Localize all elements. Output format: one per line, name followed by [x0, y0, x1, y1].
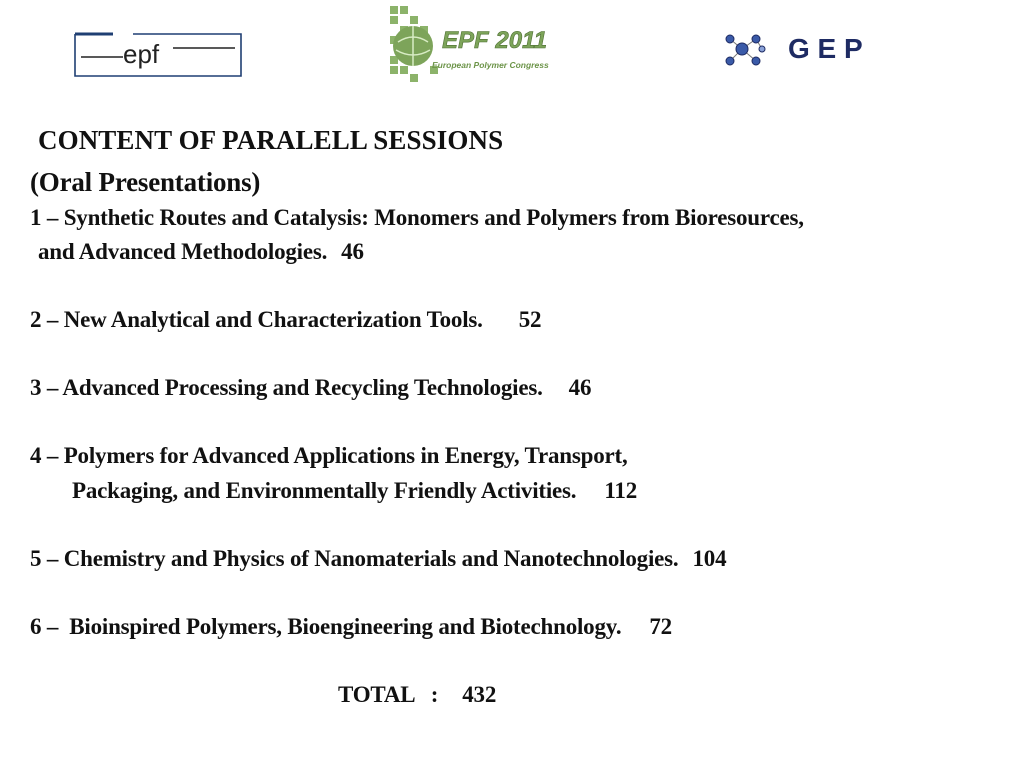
- session-1-count: 46: [341, 239, 364, 264]
- epf-logo-text: epf: [123, 39, 160, 69]
- total-value: 432: [462, 682, 497, 707]
- total-label: TOTAL :: [338, 682, 439, 707]
- session-3-count: 46: [568, 375, 592, 400]
- epf2011-title: EPF 2011: [442, 27, 547, 54]
- session-6-count: 72: [649, 614, 672, 639]
- total-row: [338, 681, 496, 709]
- session-1-line-1: 1 – Synthetic Routes and Catalysis: Monomers and Polymers from Bioresources,: [30, 205, 804, 230]
- epf-logo: [73, 32, 243, 78]
- session-2: 2 – New Analytical and Characterization Tools. 52: [30, 307, 542, 332]
- session-4-count: 112: [604, 478, 637, 503]
- epf2011-logo: [386, 4, 582, 84]
- page-title: CONTENT OF PARALELL SESSIONS: [38, 125, 504, 155]
- gep-molecule-icon: [726, 35, 765, 65]
- session-5-count: 104: [692, 546, 727, 571]
- session-4-line-2: Packaging, and Environmentally Friendly Activities. 112: [72, 478, 637, 503]
- page-subtitle: (Oral Presentations): [30, 167, 261, 197]
- gep-logo-text: G E P: [788, 33, 863, 64]
- session-5: 5 – Chemistry and Physics of Nanomaterials and Nanotechnologies. 104: [30, 546, 727, 571]
- session-6: 6 – Bioinspired Polymers, Bioengineering and Biotechnology. 72: [30, 614, 672, 639]
- session-1-line-2: and Advanced Methodologies. 46: [38, 239, 364, 264]
- session-4-line-1: 4 – Polymers for Advanced Applications in Energy, Transport,: [30, 443, 628, 468]
- session-3: 3 – Advanced Processing and Recycling Technologies. 46: [30, 375, 592, 400]
- session-2-count: 52: [518, 307, 542, 332]
- epf2011-subtitle: European Polymer Congress: [432, 60, 549, 70]
- gep-logo: [720, 25, 900, 73]
